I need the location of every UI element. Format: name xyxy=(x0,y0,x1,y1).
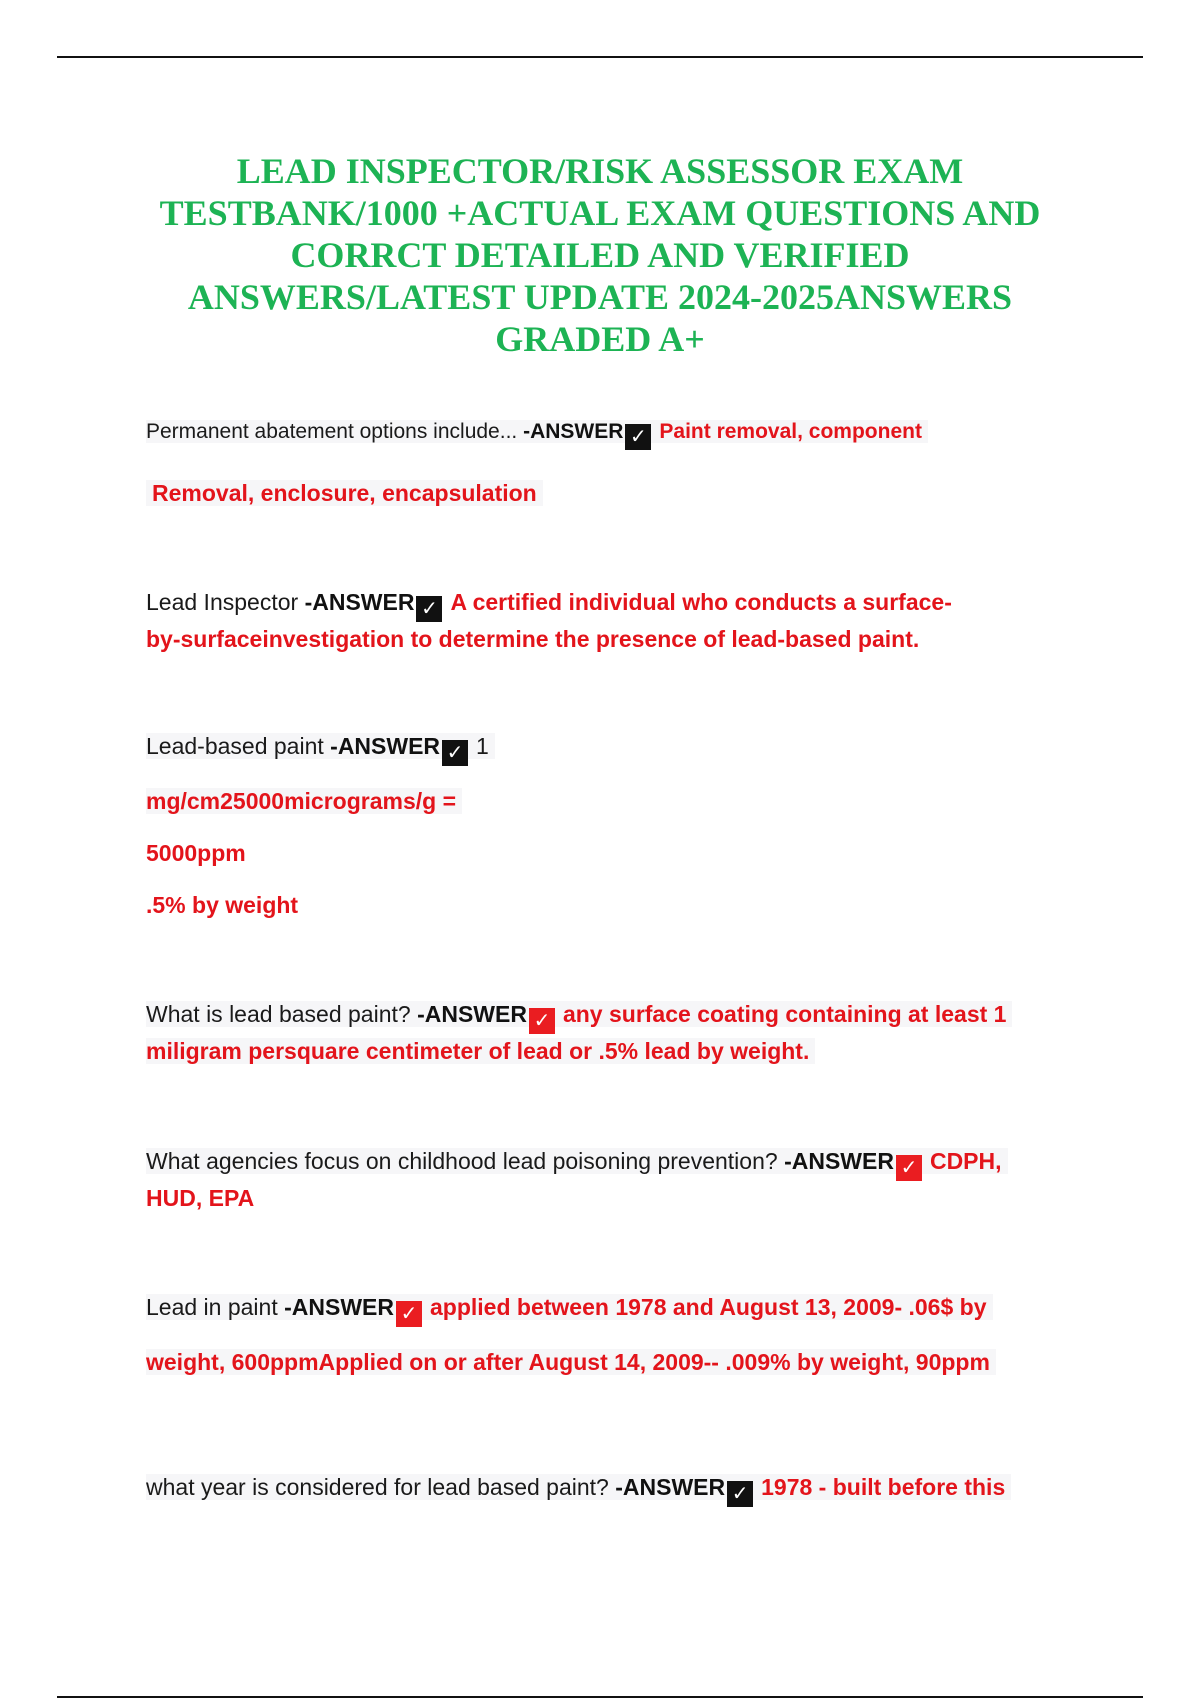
answer-text: HUD, EPA xyxy=(146,1185,255,1211)
title-line: CORRCT DETAILED AND VERIFIED xyxy=(290,235,910,275)
top-rule xyxy=(57,56,1143,58)
answer-text: 1 xyxy=(476,733,489,759)
question-text: Permanent abatement options include... xyxy=(146,420,518,443)
answer-text: miligram persquare centimeter of lead or .5% lead by weight. xyxy=(146,1038,810,1064)
qa-item-lead-in-paint xyxy=(146,1290,1096,1379)
answer-label: -ANSWER xyxy=(417,1001,527,1027)
answer-text: by-surfaceinvestigation to determine the presence of lead-based paint. xyxy=(146,626,920,652)
check-icon: ✓ xyxy=(442,740,468,766)
title-line: LEAD INSPECTOR/RISK ASSESSOR EXAM xyxy=(236,151,964,191)
answer-label: -ANSWER xyxy=(330,733,441,759)
question-text: What is lead based paint? xyxy=(146,1001,411,1027)
answer-text: CDPH, xyxy=(929,1148,1002,1174)
check-icon: ✓ xyxy=(896,1155,922,1181)
question-text: Lead Inspector xyxy=(146,589,299,615)
answer-text: Removal, enclosure, encapsulation xyxy=(152,480,537,506)
answer-text: .5% by weight xyxy=(146,892,299,918)
check-icon: ✓ xyxy=(396,1301,422,1327)
document-title xyxy=(110,150,1090,360)
qa-item-year xyxy=(146,1470,1096,1507)
answer-text: 5000ppm xyxy=(146,840,246,866)
check-icon: ✓ xyxy=(727,1481,753,1507)
check-icon: ✓ xyxy=(625,424,651,450)
answer-text: any surface coating containing at least 1 xyxy=(562,1001,1007,1027)
qa-item-agencies xyxy=(146,1144,1096,1215)
answer-label: -ANSWER xyxy=(523,420,624,443)
answer-text: A certified individual who conducts a surface- xyxy=(450,589,952,615)
title-line: GRADED A+ xyxy=(495,319,705,359)
answer-label: -ANSWER xyxy=(284,1294,395,1320)
question-text: Lead-based paint xyxy=(146,733,324,759)
bottom-rule xyxy=(57,1696,1143,1698)
title-line: ANSWERS/LATEST UPDATE 2024-2025ANSWERS xyxy=(187,277,1013,317)
question-text: Lead in paint xyxy=(146,1294,278,1320)
answer-text: weight, 600ppmApplied on or after August 14, 2009-- .009% by weight, 90ppm xyxy=(146,1349,990,1375)
title-line: TESTBANK/1000 +ACTUAL EXAM QUESTIONS AND xyxy=(159,193,1041,233)
answer-label: -ANSWER xyxy=(784,1148,894,1174)
answer-text: applied between 1978 and August 13, 2009- .06$ by xyxy=(430,1294,987,1320)
qa-item-abatement xyxy=(146,415,1096,510)
check-icon: ✓ xyxy=(529,1008,555,1034)
answer-text: Paint removal, component xyxy=(659,420,922,443)
qa-item-what-is-lbp xyxy=(146,997,1096,1068)
qa-item-lead-based-paint xyxy=(146,729,1096,922)
qa-item-lead-inspector xyxy=(146,585,1096,656)
answer-label: -ANSWER xyxy=(615,1474,726,1500)
question-text: what year is considered for lead based paint? xyxy=(146,1474,609,1500)
answer-text: mg/cm25000micrograms/g = xyxy=(146,788,457,814)
answer-text: 1978 - built before this xyxy=(761,1474,1006,1500)
question-text: What agencies focus on childhood lead poisoning prevention? xyxy=(146,1148,778,1174)
answer-label: -ANSWER xyxy=(304,589,415,615)
check-icon: ✓ xyxy=(416,596,442,622)
